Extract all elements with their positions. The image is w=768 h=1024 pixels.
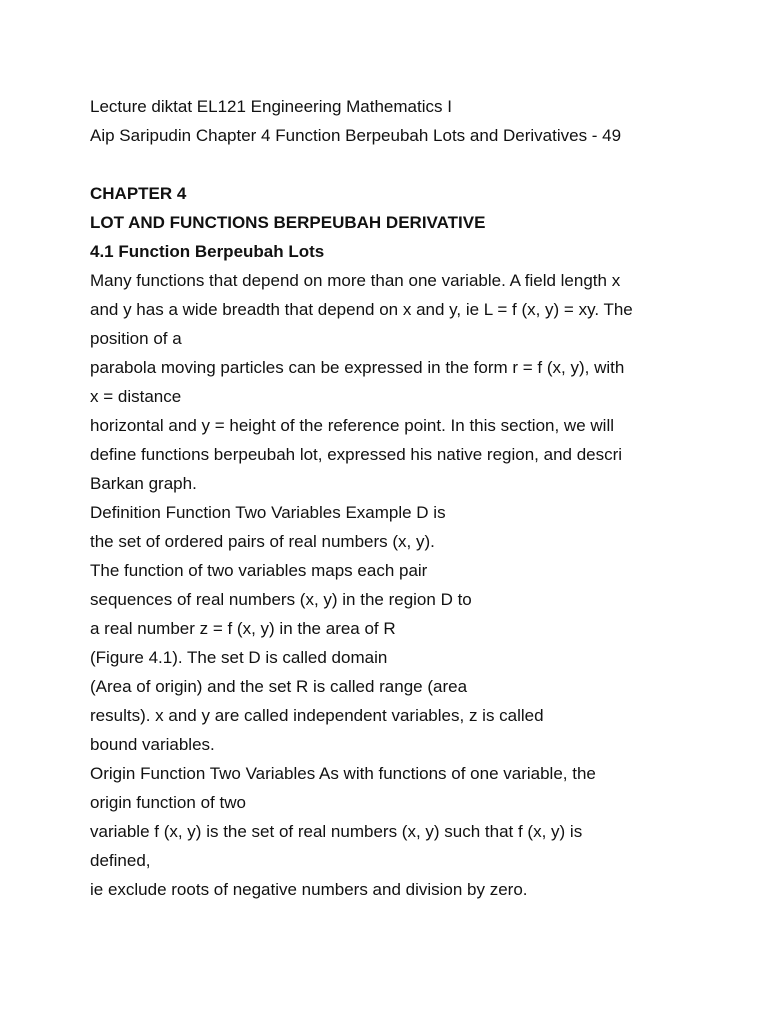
header-line-1: Lecture diktat EL121 Engineering Mathematics I [90,97,452,116]
body-line: origin function of two [90,793,246,812]
header-line-2: Aip Saripudin Chapter 4 Function Berpeubah Lots and Derivatives - 49 [90,126,622,145]
body-line: and y has a wide breadth that depend on x and y, ie L = f (x, y) = xy. The [90,300,633,319]
chapter-title: LOT AND FUNCTIONS BERPEUBAH DERIVATIVE [90,213,486,232]
body-line: parabola moving particles can be expressed in the form r = f (x, y), with [90,358,625,377]
chapter-number: CHAPTER 4 [90,184,187,203]
body-line: x = distance [90,387,182,406]
body-line: Origin Function Two Variables As with functions of one variable, the [90,764,596,783]
body-line: Many functions that depend on more than one variable. A field length x [90,271,621,290]
body-line: (Figure 4.1). The set D is called domain [90,648,388,667]
body-line: results). x and y are called independent variables, z is called [90,706,544,725]
body-line: bound variables. [90,735,215,754]
body-line: (Area of origin) and the set R is called range (area [90,677,468,696]
spacer [90,150,690,179]
body-line: Definition Function Two Variables Example D is [90,503,446,522]
body-line: the set of ordered pairs of real numbers (x, y). [90,532,435,551]
body-line: sequences of real numbers (x, y) in the region D to [90,590,472,609]
body-line: horizontal and y = height of the reference point. In this section, we will [90,416,614,435]
body-line: defined, [90,851,151,870]
body-line: ie exclude roots of negative numbers and division by zero. [90,880,528,899]
body-line: a real number z = f (x, y) in the area of R [90,619,396,638]
body-line: The function of two variables maps each pair [90,561,428,580]
document-page [90,92,690,904]
section-heading: 4.1 Function Berpeubah Lots [90,242,325,261]
body-line: position of a [90,329,182,348]
body-line: define functions berpeubah lot, expressed his native region, and descri [90,445,623,464]
body-line: variable f (x, y) is the set of real numbers (x, y) such that f (x, y) is [90,822,583,841]
body-line: Barkan graph. [90,474,197,493]
